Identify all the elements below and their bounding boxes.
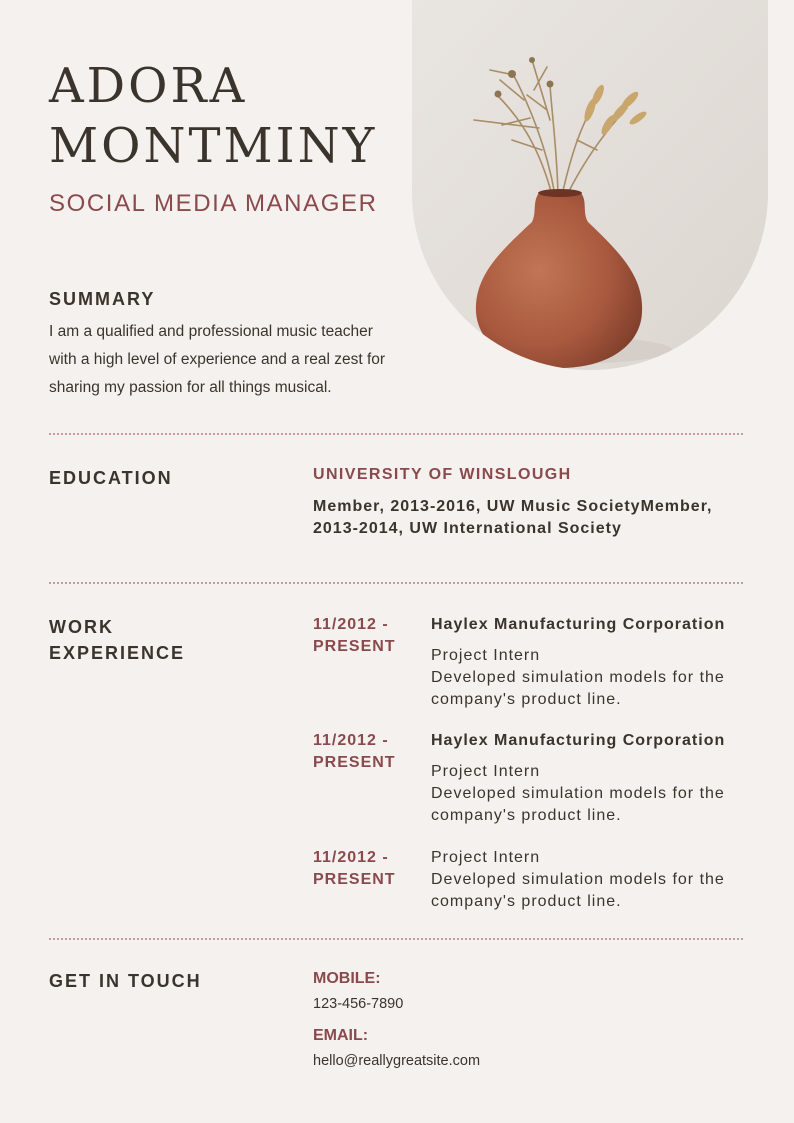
job-company: Haylex Manufacturing Corporation: [431, 616, 726, 633]
email-label: EMAIL:: [313, 1027, 369, 1044]
job-date-end: PRESENT: [313, 871, 396, 888]
job-company: Haylex Manufacturing Corporation: [431, 732, 726, 749]
mobile-value: 123-456-7890: [313, 996, 404, 1012]
email-value: hello@reallygreatsite.com: [313, 1053, 481, 1069]
job-date-start: 11/2012 -: [313, 849, 389, 866]
summary-heading: SUMMARY: [49, 289, 156, 309]
job-description: Developed simulation models for the company's product line.: [431, 785, 725, 824]
job-date-end: PRESENT: [313, 754, 396, 771]
job-date-start: 11/2012 -: [313, 732, 389, 749]
job-position: Project Intern: [431, 647, 541, 664]
work-heading: [49, 614, 185, 666]
vase-photo: [412, 0, 768, 370]
job-date: [313, 847, 423, 891]
job-description: Developed simulation models for the company's product line.: [431, 871, 725, 910]
job-body: [431, 847, 751, 913]
candidate-name: [49, 56, 377, 176]
divider: [49, 938, 743, 940]
work-heading-line2: EXPERIENCE: [49, 643, 186, 663]
education-institution: UNIVERSITY OF WINSLOUGH: [313, 466, 572, 483]
education-details: Member, 2013-2016, UW Music SocietyMember, 2013-2014, UW International Society: [313, 498, 713, 537]
job-position: Project Intern: [431, 849, 541, 866]
name-first: ADORA: [49, 58, 248, 114]
job-date-start: 11/2012 -: [313, 616, 389, 633]
contact-heading: GET IN TOUCH: [49, 971, 202, 991]
job-description: Developed simulation models for the company's product line.: [431, 669, 725, 708]
job-date: [313, 614, 423, 658]
job-date-end: PRESENT: [313, 638, 396, 655]
divider: [49, 433, 743, 435]
job-date: [313, 730, 423, 774]
name-last: MONTMINY: [49, 118, 378, 174]
summary-text: I am a qualified and professional music teacher with a high level of experience and a real zest for sharing my passion for all things musical.: [49, 323, 386, 396]
work-heading-line1: WORK: [49, 617, 114, 637]
job-body: [431, 761, 751, 827]
mobile-label: MOBILE:: [313, 970, 381, 987]
vase-illustration: [412, 0, 768, 370]
job-position: Project Intern: [431, 763, 541, 780]
divider: [49, 582, 743, 584]
job-role: SOCIAL MEDIA MANAGER: [49, 190, 378, 217]
education-heading: EDUCATION: [49, 468, 173, 488]
job-body: [431, 645, 751, 711]
